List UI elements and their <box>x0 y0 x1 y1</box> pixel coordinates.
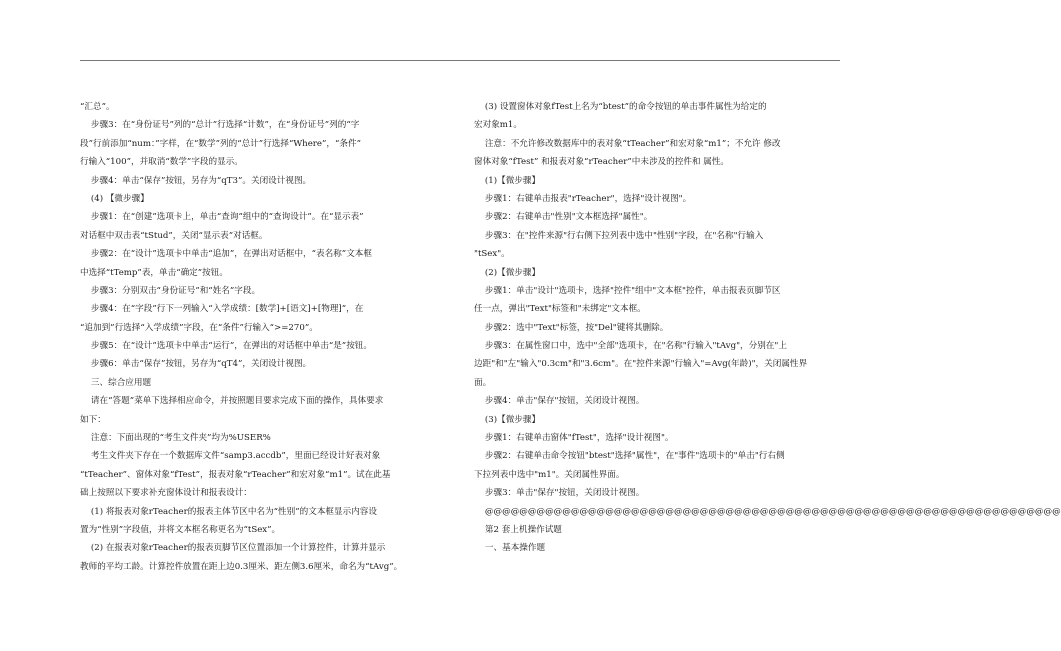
right-column-line: (3)【微步骤】 <box>474 414 541 425</box>
right-column-line: (3) 设置窗体对象fTest上名为“btest”的命令按钮的单击事件属性为给定的 <box>474 102 767 112</box>
left-column-line: “tTeacher”、窗体对象“fTest”，报表对象“rTeacher”和宏对象“m1”。试在此基 <box>80 469 391 480</box>
right-column-line: 宏对象m1。 <box>474 120 522 131</box>
left-column-line: 步骤1：在“创建”选项卡上，单击“查询”组中的“查询设计”。在“显示表” <box>80 212 364 223</box>
left-column-line: “追加到”行选择“入学成绩”字段，在“条件”行输入“>=270”。 <box>80 322 318 333</box>
left-column-line: 考生文件夹下存在一个数据库文件“samp3.accdb”，里面已经设计好表对象 <box>80 451 381 462</box>
right-column <box>474 98 1061 558</box>
left-column-line: 行输入“100”，并取消“数学”字段的显示。 <box>80 157 243 168</box>
right-column-line: 步骤4：单击"保存"按钮，关闭设计视图。 <box>474 396 645 407</box>
left-column-line: 步骤6：单击“保存”按钮，另存为“qT4”，关闭设计视图。 <box>80 359 312 370</box>
right-column-line: 步骤1：单击"设计"选项卡，选择"控件"组中"文本框"控件，单击报表页脚节区 <box>474 285 781 296</box>
left-column-line: 对话框中双击表“tStud”，关闭“显示表”对话框。 <box>80 230 268 241</box>
left-column-line: 步骤4：在“字段”行下一列输入“入学成绩：[数学]+[语文]+[物理]”，在 <box>80 304 364 315</box>
left-column-line: (2) 在报表对象rTeacher的报表页脚节区位置添加一个计算控件，计算并显示 <box>80 543 386 554</box>
right-column-line: 下拉列表中选中"m1"。关闭属性界面。 <box>474 469 625 480</box>
right-column-line: 步骤2：右键单击"性别"文本框选择"属性"。 <box>474 212 653 223</box>
right-column-line: 一、基本操作题 <box>474 543 546 554</box>
left-column-line: 请在“答题”菜单下选择相应命令，并按照题目要求完成下面的操作，具体要求 <box>80 396 384 407</box>
right-column-line: (2)【微步骤】 <box>474 267 541 278</box>
header-rule <box>80 60 840 61</box>
left-column-line: 段”行前添加“num：”字样，在“数学”列的“总计”行选择“Where”，“条件” <box>80 138 361 149</box>
left-column-line: “汇总”。 <box>80 102 115 112</box>
left-column-line: 三、综合应用题 <box>80 377 152 388</box>
right-column-line: 步骤3：单击"保存"按钮，关闭设计视图。 <box>474 488 645 499</box>
right-column-line: 步骤3：在属性窗口中，选中"全部"选项卡，在"名称"行输入"tAvg"，分别在"上 <box>474 341 787 352</box>
left-column-line: 中选择“tTemp”表，单击“确定”按钮。 <box>80 267 228 278</box>
left-column-line: 步骤5：在“设计”选项卡中单击“运行”，在弹出的对话框中单击“是”按钮。 <box>80 341 372 352</box>
right-column-line: 步骤2：选中"Text"标签，按"Del"键将其删除。 <box>474 322 669 333</box>
right-column-line: 任一点，弹出"Text"标签和"未绑定"文本框。 <box>474 304 646 315</box>
right-column-line: (1)【微步骤】 <box>474 175 541 186</box>
left-column-line: 置为“性别”字段值，并将文本框名称更名为“tSex”。 <box>80 524 281 535</box>
left-column-line: 注意：下面出现的“考生文件夹”均为%USER% <box>80 433 271 444</box>
right-column-line: @@@@@@@@@@@@@@@@@@@@@@@@@@@@@@@@@@@@@@@@@@@@@@@@@@@@@@@@@@@@@@@@@@@ <box>474 506 1061 517</box>
left-column-line: 步骤3：分别双击“身份证号”和“姓名”字段。 <box>80 285 261 296</box>
left-column-line: 础上按照以下要求补充窗体设计和报表设计： <box>80 488 252 499</box>
right-column-line: 第2 套上机操作试题 <box>474 524 562 535</box>
right-column-line: 步骤1：右键单击报表"rTeacher"，选择"设计视图"。 <box>474 193 692 204</box>
left-column-line: (4) 【微步骤】 <box>80 193 149 204</box>
left-column-line: 如下： <box>80 414 106 425</box>
left-column <box>80 98 448 576</box>
right-column-line: 步骤3：在"控件来源"行右侧下拉列表中选中"性别"字段，在"名称"行输入 <box>474 230 764 241</box>
right-column-line: 步骤1：右键单击窗体"fTest"，选择"设计视图"。 <box>474 433 674 444</box>
right-column-line: 窗体对象“fTest” 和报表对象“rTeacher”中未涉及的控件和 属性。 <box>474 157 730 168</box>
left-column-line: 教师的平均工龄。计算控件放置在距上边0.3厘米、距左侧3.6厘米，命名为“tAvg”。 <box>80 561 403 572</box>
left-column-line: (1) 将报表对象rTeacher的报表主体节区中名为“性别”的文本框显示内容设 <box>80 506 377 517</box>
right-column-line: 面。 <box>474 377 492 388</box>
left-column-line: 步骤4：单击“保存”按钮，另存为“qT3”。关闭设计视图。 <box>80 175 312 186</box>
right-column-line: 步骤2：右键单击命令按钮"btest"选择"属性"，在"事件"选项卡的"单击"行右侧 <box>474 451 785 462</box>
right-column-line: "tSex"。 <box>474 249 510 260</box>
right-column-line: 边距"和"左"输入"0.3cm"和"3.6cm"。在"控件来源"行输入"=Avg(年龄)"，关闭属性界 <box>474 359 808 370</box>
right-column-line: 注意：不允许修改数据库中的表对象“tTeacher”和宏对象“m1”；不允许 修改 <box>474 138 781 149</box>
left-column-line: 步骤2：在“设计”选项卡中单击“追加”，在弹出对话框中，“表名称”文本框 <box>80 249 372 260</box>
left-column-line: 步骤3：在“身份证号”列的“总计”行选择“计数”，在“身份证号”列的“字 <box>80 120 360 131</box>
